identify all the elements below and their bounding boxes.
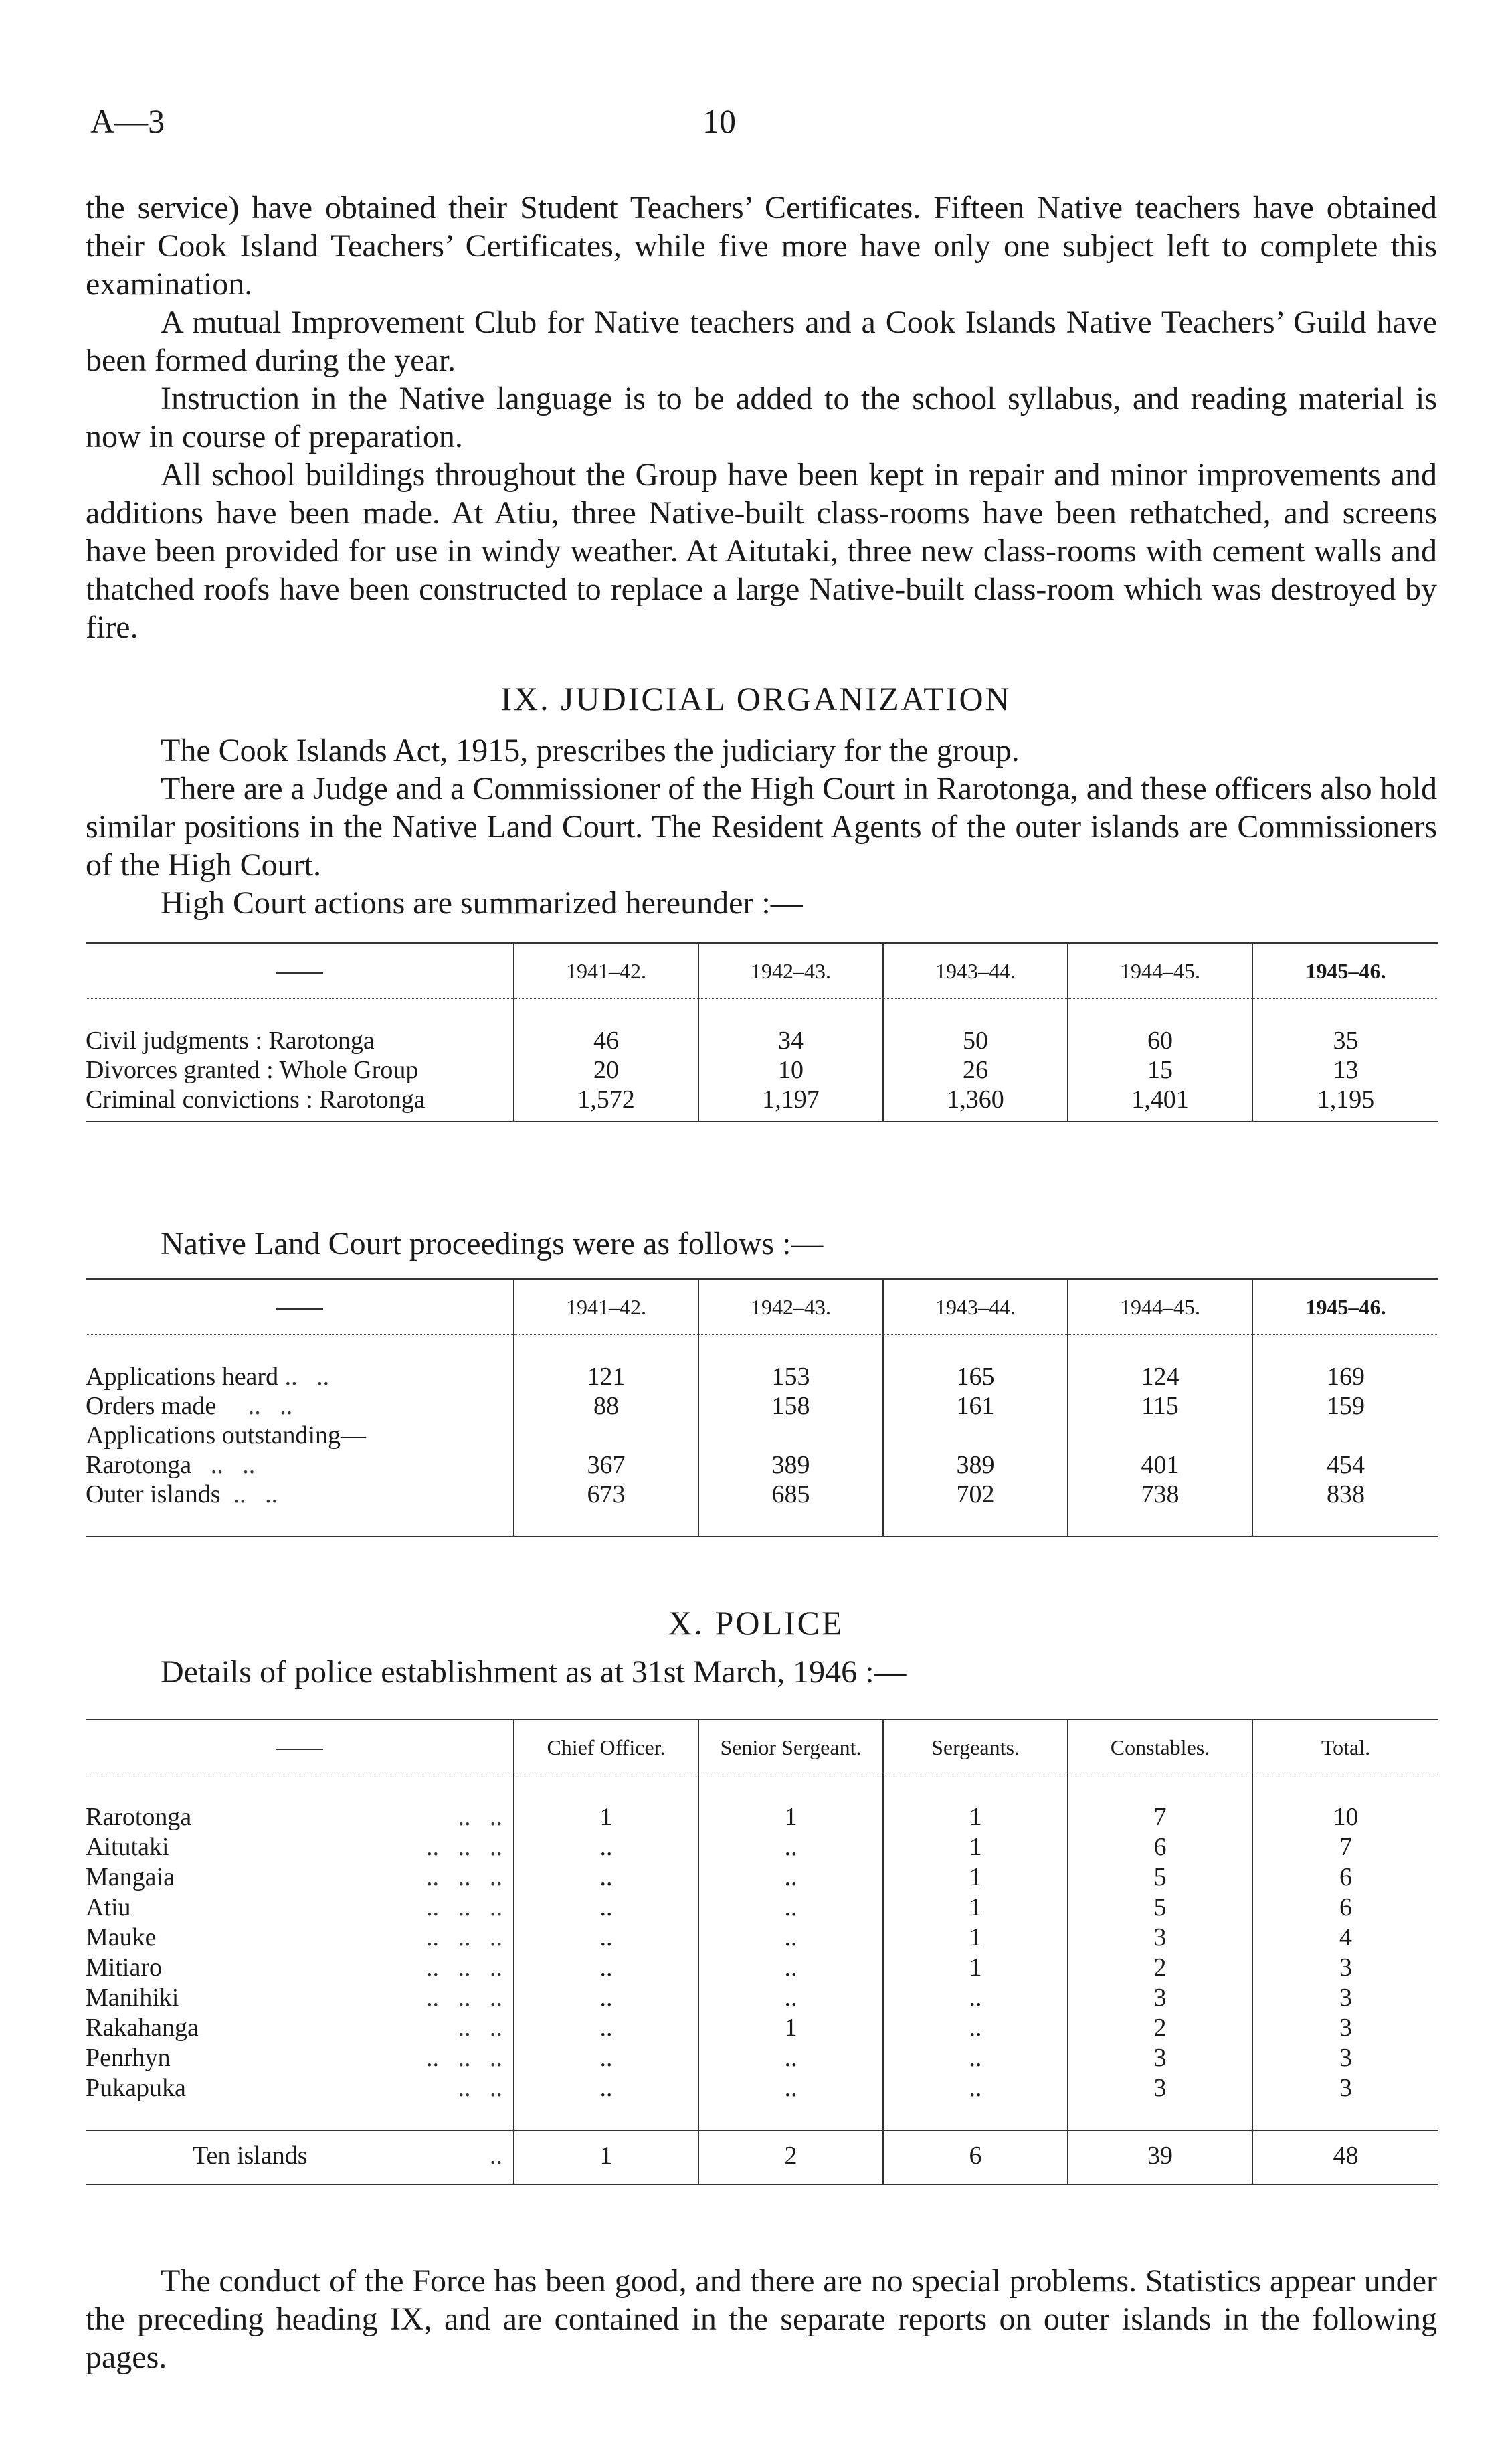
row-label: Applications heard .. .. <box>86 1363 330 1391</box>
table-row <box>86 1923 1438 1953</box>
table-cell: 1,360 <box>883 1085 1068 1122</box>
table-cell: 1 <box>514 2131 698 2184</box>
row-label: Rarotonga .. .. <box>86 1451 256 1479</box>
column-header: 1942–43. <box>698 1279 883 1335</box>
table-cell: .. <box>514 2013 698 2043</box>
table-cell: 46 <box>514 1026 698 1055</box>
paragraph: There are a Judge and a Commissioner of the High Court in Rarotonga, and these officers also hold similar positions in the Native Land Court. The Resident Agents of the outer islands are Commissioners of the High Court. <box>86 771 1437 883</box>
table-row <box>86 1480 1438 1509</box>
table-cell: .. <box>698 1983 883 2013</box>
table-cell: .. <box>883 2073 1068 2103</box>
table-cell: .. <box>514 2043 698 2073</box>
row-label: Civil judgments : Rarotonga <box>86 1027 375 1055</box>
land-court-table <box>86 1278 1438 1537</box>
table-cell: 1 <box>883 1802 1068 1832</box>
paragraph: The Cook Islands Act, 1915, prescribes the judiciary for the group. <box>161 733 1020 768</box>
table-cell: 3 <box>1068 2073 1252 2103</box>
table-cell: 1 <box>883 1893 1068 1923</box>
paragraph: All school buildings throughout the Group have been kept in repair and minor improvements and additions have been made. At Atiu, three Native-built class-rooms have been rethatched, and screens have been provided for use in windy weather. At Aitutaki, three new class-rooms with cement walls and thatched roofs have been constructed to replace a large Native-built class-room which was destroyed by fire. <box>86 457 1437 645</box>
table-cell: 10 <box>698 1055 883 1085</box>
table-cell: 1 <box>883 1862 1068 1893</box>
table-cell: 1 <box>698 1802 883 1832</box>
table-cell: 169 <box>1252 1362 1438 1391</box>
table-cell: .. <box>514 1953 698 1983</box>
row-label: Orders made .. .. <box>86 1392 293 1420</box>
table-cell: 1,401 <box>1068 1085 1252 1122</box>
column-header: 1943–44. <box>883 1279 1068 1335</box>
table-cell: 48 <box>1252 2131 1438 2184</box>
row-label: Rakahanga .. .. <box>86 2014 502 2042</box>
table-cell: 4 <box>1252 1923 1438 1953</box>
column-header: 1945–46. <box>1252 1279 1438 1335</box>
table-cell: 5 <box>1068 1893 1252 1923</box>
column-header: 1945–46. <box>1252 943 1438 999</box>
table-row <box>86 1391 1438 1421</box>
section-heading-judicial: IX. JUDICIAL ORGANIZATION <box>500 680 1012 717</box>
table-cell: .. <box>698 2043 883 2073</box>
table-row <box>86 1450 1438 1480</box>
column-header: 1944–45. <box>1068 1279 1252 1335</box>
row-label: Outer islands .. .. <box>86 1480 278 1508</box>
table-cell: 6 <box>1068 1832 1252 1862</box>
table-cell: 1 <box>883 1923 1068 1953</box>
police-closing: The conduct of the Force has been good, and there are no special problems. Statistics appear under the preceding heading IX, and are contained in the separate reports on outer islands in the following pages. <box>86 2263 1437 2375</box>
table-cell: .. <box>514 1983 698 2013</box>
table-cell: 34 <box>698 1026 883 1055</box>
column-header: Sergeants. <box>883 1719 1068 1775</box>
table-cell: 115 <box>1068 1391 1252 1421</box>
table-cell: .. <box>514 1923 698 1953</box>
column-header: 1942–43. <box>698 943 883 999</box>
table-cell: 1 <box>883 1953 1068 1983</box>
table-cell: 60 <box>1068 1026 1252 1055</box>
row-label: Mangaia .. .. .. <box>86 1863 502 1891</box>
table-row <box>86 1421 1438 1450</box>
table-row <box>86 2013 1438 2043</box>
table-cell: 1,572 <box>514 1085 698 1122</box>
table-cell: .. <box>514 1893 698 1923</box>
table-cell: .. <box>883 2013 1068 2043</box>
row-label: Divorces granted : Whole Group <box>86 1056 419 1084</box>
page-number: 10 <box>702 102 736 140</box>
row-label: Ten islands .. <box>193 2141 502 2170</box>
table-cell: 685 <box>698 1480 883 1509</box>
column-header: 1943–44. <box>883 943 1068 999</box>
table-row <box>86 1832 1438 1862</box>
table-cell: 39 <box>1068 2131 1252 2184</box>
table-cell: .. <box>883 2043 1068 2073</box>
table-cell: 159 <box>1252 1391 1438 1421</box>
column-header: Constables. <box>1068 1719 1252 1775</box>
table-cell: 88 <box>514 1391 698 1421</box>
table-cell: 702 <box>883 1480 1068 1509</box>
table-cell: 7 <box>1068 1802 1252 1832</box>
row-label: Manihiki .. .. .. <box>86 1984 502 2012</box>
row-label: Mitiaro .. .. .. <box>86 1953 502 1982</box>
stub-header <box>86 1279 514 1335</box>
row-label: Rarotonga .. .. <box>86 1803 502 1831</box>
table-cell: 2 <box>1068 2013 1252 2043</box>
education-paragraphs <box>86 189 1437 646</box>
table-cell: .. <box>883 1983 1068 2013</box>
row-label: Aitutaki .. .. .. <box>86 1833 502 1861</box>
table-cell: .. <box>514 2073 698 2103</box>
table-cell: 2 <box>698 2131 883 2184</box>
section-heading-police: X. POLICE <box>668 1604 844 1642</box>
table-row <box>86 2073 1438 2103</box>
table-cell: 50 <box>883 1026 1068 1055</box>
table-cell: 161 <box>883 1391 1068 1421</box>
table-cell: .. <box>698 2073 883 2103</box>
table-cell: 6 <box>883 2131 1068 2184</box>
table-cell: 3 <box>1252 2073 1438 2103</box>
table-cell: 673 <box>514 1480 698 1509</box>
table-cell: 738 <box>1068 1480 1252 1509</box>
table-cell: 454 <box>1252 1450 1438 1480</box>
judicial-paragraphs <box>86 731 1437 922</box>
table-cell: 20 <box>514 1055 698 1085</box>
table-cell: 13 <box>1252 1055 1438 1085</box>
stub-header <box>86 1719 514 1775</box>
paragraph: A mutual Improvement Club for Native teachers and a Cook Islands Native Teachers’ Guild have been formed during the year. <box>86 304 1437 378</box>
row-label: Criminal convictions : Rarotonga <box>86 1085 426 1114</box>
table-cell: 3 <box>1252 2013 1438 2043</box>
table-cell: 26 <box>883 1055 1068 1085</box>
table-cell: 5 <box>1068 1862 1252 1893</box>
table-cell: .. <box>514 1862 698 1893</box>
table-row <box>86 1953 1438 1983</box>
row-label: Applications outstanding— <box>86 1421 367 1450</box>
table-cell: 121 <box>514 1362 698 1391</box>
land-court-intro: Native Land Court proceedings were as follows :— <box>161 1226 824 1261</box>
table-cell: 6 <box>1252 1862 1438 1893</box>
column-header: 1944–45. <box>1068 943 1252 999</box>
table-row <box>86 2043 1438 2073</box>
table-cell: 2 <box>1068 1953 1252 1983</box>
table-row <box>86 1802 1438 1832</box>
table-cell: 3 <box>1068 1923 1252 1953</box>
table-cell: 153 <box>698 1362 883 1391</box>
table-cell: 6 <box>1252 1893 1438 1923</box>
table-row <box>86 1055 1438 1085</box>
row-label: Atiu .. .. .. <box>86 1893 502 1921</box>
police-intro: Details of police establishment as at 31st March, 1946 :— <box>161 1654 907 1690</box>
table-cell: .. <box>698 1923 883 1953</box>
table-cell: .. <box>698 1953 883 1983</box>
table-row <box>86 1983 1438 2013</box>
paragraph: High Court actions are summarized hereunder :— <box>161 885 803 921</box>
table-cell: 7 <box>1252 1832 1438 1862</box>
table-cell: 1 <box>698 2013 883 2043</box>
table-row <box>86 1893 1438 1923</box>
table-cell: .. <box>514 1832 698 1862</box>
stub-header <box>86 943 514 999</box>
table-cell: 367 <box>514 1450 698 1480</box>
table-cell: 1,197 <box>698 1085 883 1122</box>
high-court-table <box>86 942 1438 1122</box>
row-label: Penrhyn .. .. .. <box>86 2044 502 2072</box>
table-cell: .. <box>698 1832 883 1862</box>
document-reference: A—3 <box>90 102 165 140</box>
table-cell: 35 <box>1252 1026 1438 1055</box>
table-cell: 401 <box>1068 1450 1252 1480</box>
table-row <box>86 1362 1438 1391</box>
table-cell: 389 <box>883 1450 1068 1480</box>
row-label: Pukapuka .. .. <box>86 2074 502 2102</box>
row-label: Mauke .. .. .. <box>86 1923 502 1951</box>
column-header: 1941–42. <box>514 943 698 999</box>
total-row <box>86 2131 1438 2184</box>
table-cell: .. <box>698 1893 883 1923</box>
table-cell: 1 <box>514 1802 698 1832</box>
table-cell: 3 <box>1252 1953 1438 1983</box>
table-cell: 3 <box>1068 1983 1252 2013</box>
paragraph: the service) have obtained their Student Teachers’ Certificates. Fifteen Native teachers have obtained their Cook Island Teachers’ Certificates, while five more have only one subject left to complete this examination. <box>86 190 1437 302</box>
table-cell: 3 <box>1252 2043 1438 2073</box>
table-cell: 389 <box>698 1450 883 1480</box>
table-cell: 124 <box>1068 1362 1252 1391</box>
table-cell: 10 <box>1252 1802 1438 1832</box>
column-header: Senior Sergeant. <box>698 1719 883 1775</box>
table-cell: .. <box>698 1862 883 1893</box>
table-cell: 1 <box>883 1832 1068 1862</box>
column-header: 1941–42. <box>514 1279 698 1335</box>
table-cell: 165 <box>883 1362 1068 1391</box>
paragraph: Instruction in the Native language is to be added to the school syllabus, and reading material is now in course of preparation. <box>86 381 1437 454</box>
column-header: Total. <box>1252 1719 1438 1775</box>
table-cell: 1,195 <box>1252 1085 1438 1122</box>
table-cell: 158 <box>698 1391 883 1421</box>
table-row <box>86 1085 1438 1122</box>
police-table <box>86 1719 1438 2185</box>
table-row <box>86 1862 1438 1893</box>
table-cell: 3 <box>1068 2043 1252 2073</box>
table-row <box>86 1026 1438 1055</box>
table-cell: 15 <box>1068 1055 1252 1085</box>
table-cell: 3 <box>1252 1983 1438 2013</box>
column-header: Chief Officer. <box>514 1719 698 1775</box>
table-cell: 838 <box>1252 1480 1438 1509</box>
